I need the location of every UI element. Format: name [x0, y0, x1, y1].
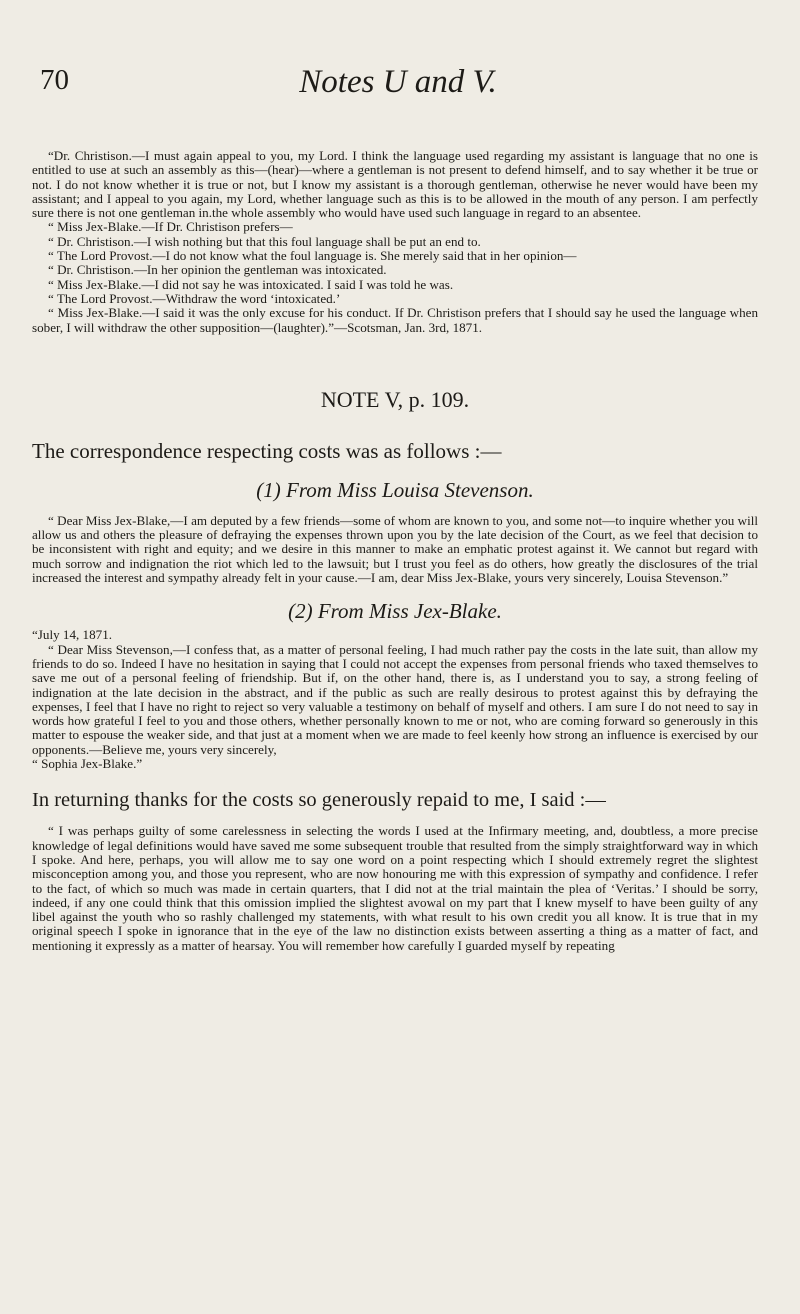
letter-date: “July 14, 1871. — [32, 627, 113, 643]
paragraph: “ Miss Jex-Blake.—I did not say he was intoxicated. I said I was told he was. — [48, 276, 454, 292]
paragraph: “ The Lord Provost.—I do not know what the foul language is. She merely said that in her opinion— — [48, 248, 577, 264]
letter-signature: “ Sophia Jex-Blake.” — [32, 756, 143, 772]
section-lead: The correspondence respecting costs was as follows :— — [32, 438, 502, 463]
section-lead: In returning thanks for the costs so generously repaid to me, I said :— — [32, 789, 606, 812]
page-header — [40, 64, 756, 104]
paragraph: “ The Lord Provost.—Withdraw the word ‘intoxicated.’ — [48, 290, 341, 306]
paragraph: “ Dr. Christison.—In her opinion the gentleman was intoxicated. — [48, 262, 387, 278]
letter-heading-text: (2) From Miss Jex-Blake. — [288, 599, 502, 624]
speech-paragraph: “ I was perhaps guilty of some carelessness in selecting the words I used at the Infirmary meeting, and, doubtless, a more precise knowledge of legal definitions would have saved me some subsequent trouble that resulted from the simply straightforward way in which I spoke. And here, perhaps, you will allow me to say one word on a point respecting which I should extremely regret the slightest misconception among you, and those you represent, who are now honouring me with this expression of sympathy and confidence. I refer to the fact, of which so much was made in certain quarters, that I did not at the trial maintain the plea of ‘Veritas.’ I should be sorry, indeed, if any one could think that this omission implied the slightest avowal on my part that I knew myself to have been guilty of any libel against the youth who so rashly challenged my statements, with what result to his own credit you all know. It is true that in my original speech I spoke in ignorance that in the eye of the law no distinction exists between asserting a thing as a matter of fact, and mentioning it expressly as a matter of hearsay. You will remember how carefully I guarded myself by repeating — [32, 823, 758, 953]
letter-heading — [32, 478, 758, 503]
letter-heading-text: (1) From Miss Louisa Stevenson. — [256, 477, 534, 502]
note-heading: NOTE V, p. 109. — [320, 386, 470, 412]
letter-body: “ Dear Miss Jex-Blake,—I am deputed by a few friends—some of whom are known to you, and some not—to inquire whether you will allow us and others the pleasure of defraying the expenses thrown upon you by the late decision of the Court, as we feel that decision to be inconsistent with right and equity; and we desire in this manner to make an emphatic protest against it. We cannot but regard with much sorrow and indignation the riot which led to the lawsuit; but I trust you feel as do others, how greatly the disclosures of the trial increased the interest and sympathy already felt in your cause.—I am, dear Miss Jex-Blake, yours very sincerely, Louisa Stevenson.” — [32, 512, 758, 586]
page-number: 70 — [40, 64, 69, 96]
paragraph: “ Miss Jex-Blake.—If Dr. Christison prefers— — [48, 219, 293, 235]
paragraph: “ Dr. Christison.—I wish nothing but that this foul language shall be put an end to. — [48, 233, 481, 249]
paragraph: “ Miss Jex-Blake.—I said it was the only excuse for his conduct. If Dr. Christison prefers that I should say he used the language when sober, I will withdraw the other supposition—(laughter).”—Scotsman, Jan. 3rd, 1871. — [32, 305, 758, 335]
letter-body: “ Dear Miss Stevenson,—I confess that, as a matter of personal feeling, I had much rather pay the costs in the late suit, than allow my friends to do so. Indeed I have no hesitation in saying that I could not accept the expenses from personal friends who taxed themselves to save me out of a personal feeling of friendship. But if, on the other hand, there is, as I understand you to say, a strong feeling of indignation at the late decision in the abstract, and if the public as such are really desirous to protest against this by defraying the expenses, I feel that I have no right to reject so very valuable a testimony on behalf of myself and others. I am sure I do not need to say in words how grateful I feel to you and those others, whether personally known to me or not, who are coming forward so generously in this matter to espouse the weaker side, and that just at a moment when we are made to feel keenly how strong an influence is exercised by our opponents.—Believe me, yours very sincerely, — [32, 641, 758, 757]
running-title: Notes U and V. — [299, 64, 497, 100]
letter-heading — [32, 599, 758, 624]
paragraph: “Dr. Christison.—I must again appeal to you, my Lord. I think the language used regarding my assistant is language that no one is entitled to use at such an assembly as this—(hear)—where a gentleman is not present to defend himself, and to say whether it be true or not. I do not know whether it is true or not, but I know my assistant is a thorough gentleman, otherwise he never would have been my assistant; and I appeal to you again, my Lord, whether language such as this is to be allowed in the mouth of any person. I am perfectly sure there is not one gentleman in.the whole assembly who would have used such language in regard to an absentee. — [32, 148, 758, 221]
page-body — [32, 149, 758, 953]
